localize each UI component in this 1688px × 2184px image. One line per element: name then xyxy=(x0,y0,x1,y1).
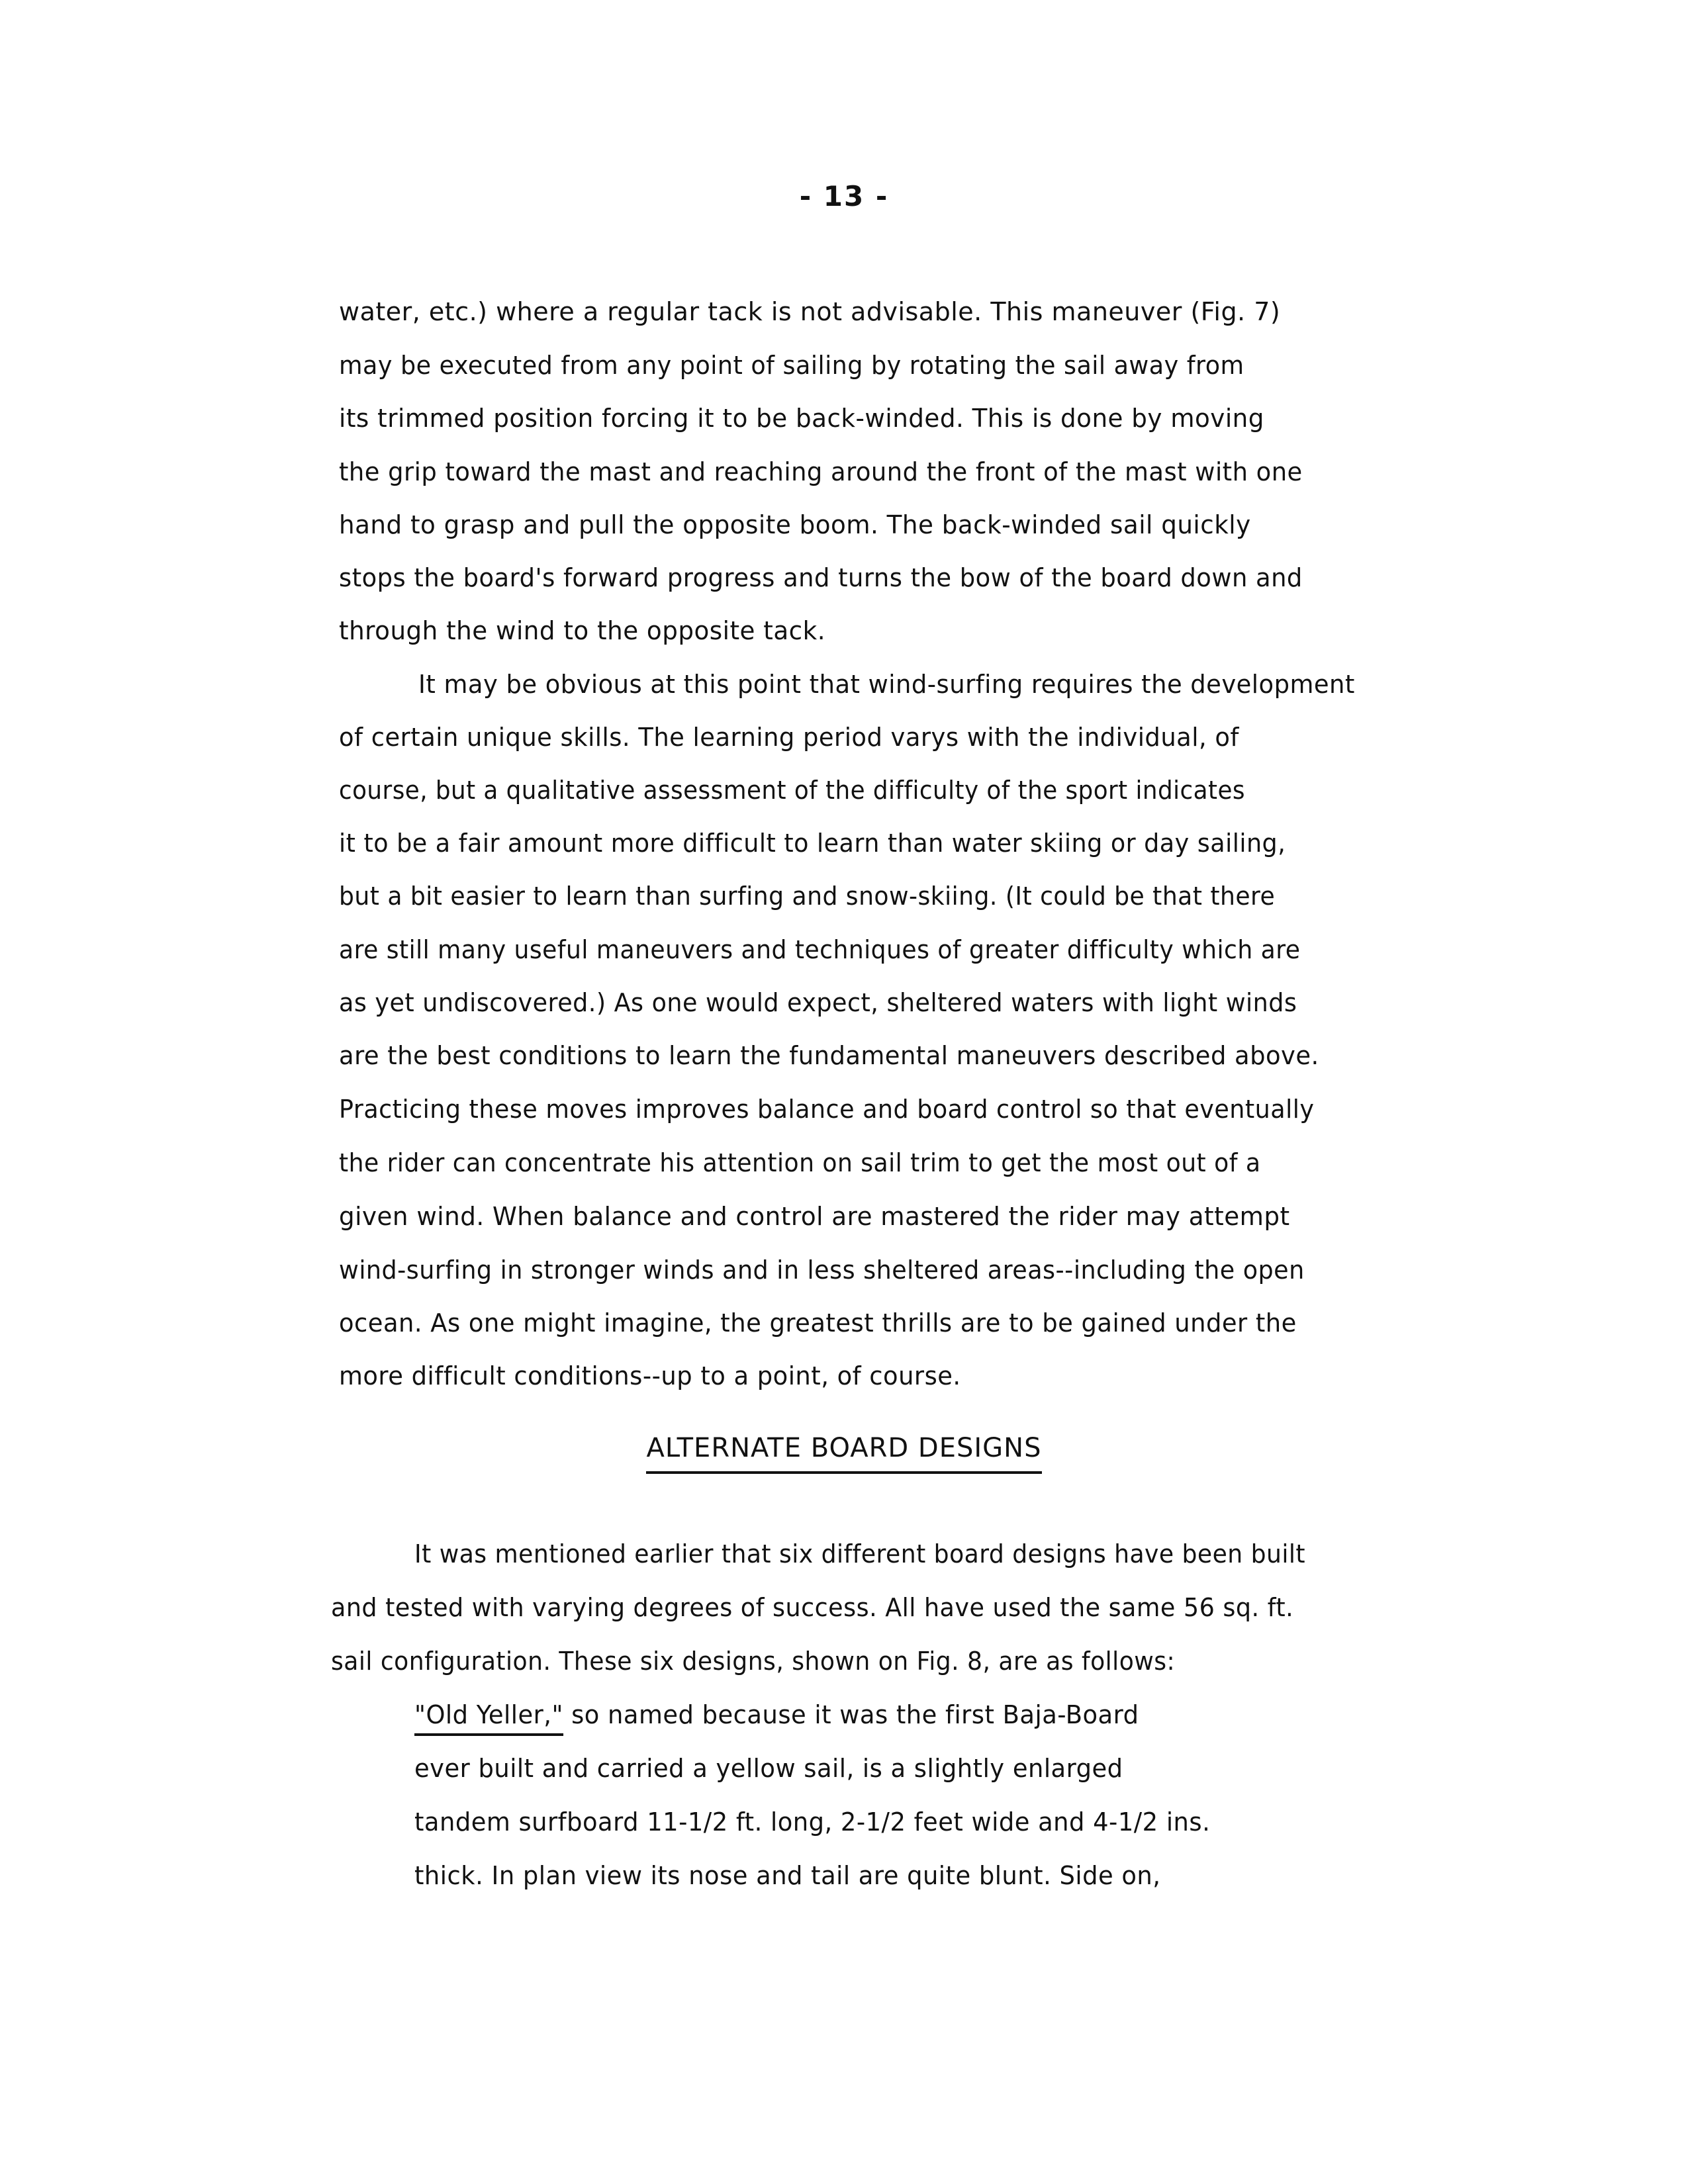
page-number: - 13 - xyxy=(799,180,889,212)
text-line: water, etc.) where a regular tack is not advisable. This maneuver (Fig. 7) xyxy=(339,297,1281,326)
text-line: Practicing these moves improves balance and board control so that eventually xyxy=(339,1095,1315,1124)
text-line: more difficult conditions--up to a point, of course. xyxy=(339,1361,961,1390)
text-line: It may be obvious at this point that wind-surfing requires the development xyxy=(418,670,1355,699)
text-line: are still many useful maneuvers and techniques of greater difficulty which are xyxy=(339,935,1301,964)
text-line: and tested with varying degrees of success. All have used the same 56 sq. ft. xyxy=(331,1593,1294,1622)
text-line: tandem surfboard 11-1/2 ft. long, 2-1/2 feet wide and 4-1/2 ins. xyxy=(414,1807,1211,1837)
text-line: ocean. As one might imagine, the greatest thrills are to be gained under the xyxy=(339,1308,1297,1338)
text-line: of certain unique skills. The learning period varys with the individual, of xyxy=(339,723,1239,752)
text-line: the rider can concentrate his attention on sail trim to get the most out of a xyxy=(339,1148,1261,1177)
text-line: stops the board's forward progress and turns the bow of the board down and xyxy=(339,563,1303,592)
text-line: It was mentioned earlier that six different board designs have been built xyxy=(414,1539,1305,1569)
text-line: course, but a qualitative assessment of the difficulty of the sport indicates xyxy=(339,776,1245,805)
text-line: hand to grasp and pull the opposite boom. The back-winded sail quickly xyxy=(339,510,1251,539)
section-heading xyxy=(0,1432,1688,1474)
text-line: its trimmed position forcing it to be back-winded. This is done by moving xyxy=(339,404,1264,433)
text-line: thick. In plan view its nose and tail are quite blunt. Side on, xyxy=(414,1861,1161,1890)
text-line: ever built and carried a yellow sail, is a slightly enlarged xyxy=(414,1754,1123,1783)
text-line: are the best conditions to learn the fundamental maneuvers described above. xyxy=(339,1041,1319,1070)
section-heading-text: ALTERNATE BOARD DESIGNS xyxy=(646,1432,1041,1474)
text-line: it to be a fair amount more difficult to learn than water skiing or day sailing, xyxy=(339,829,1286,858)
text-line: may be executed from any point of sailing by rotating the sail away from xyxy=(339,351,1244,380)
text-line xyxy=(414,1699,1139,1731)
design-name: "Old Yeller," xyxy=(414,1700,563,1736)
text-line: sail configuration. These six designs, shown on Fig. 8, are as follows: xyxy=(331,1647,1176,1676)
text-line: but a bit easier to learn than surfing and snow-skiing. (It could be that there xyxy=(339,882,1276,911)
design-description-start: so named because it was the first Baja-Board xyxy=(563,1700,1139,1729)
text-line: as yet undiscovered.) As one would expect, sheltered waters with light winds xyxy=(339,988,1297,1017)
text-line: wind-surfing in stronger winds and in less sheltered areas--including the open xyxy=(339,1255,1305,1285)
text-line: through the wind to the opposite tack. xyxy=(339,616,826,645)
text-line: given wind. When balance and control are mastered the rider may attempt xyxy=(339,1202,1290,1231)
text-line: the grip toward the mast and reaching around the front of the mast with one xyxy=(339,457,1303,486)
